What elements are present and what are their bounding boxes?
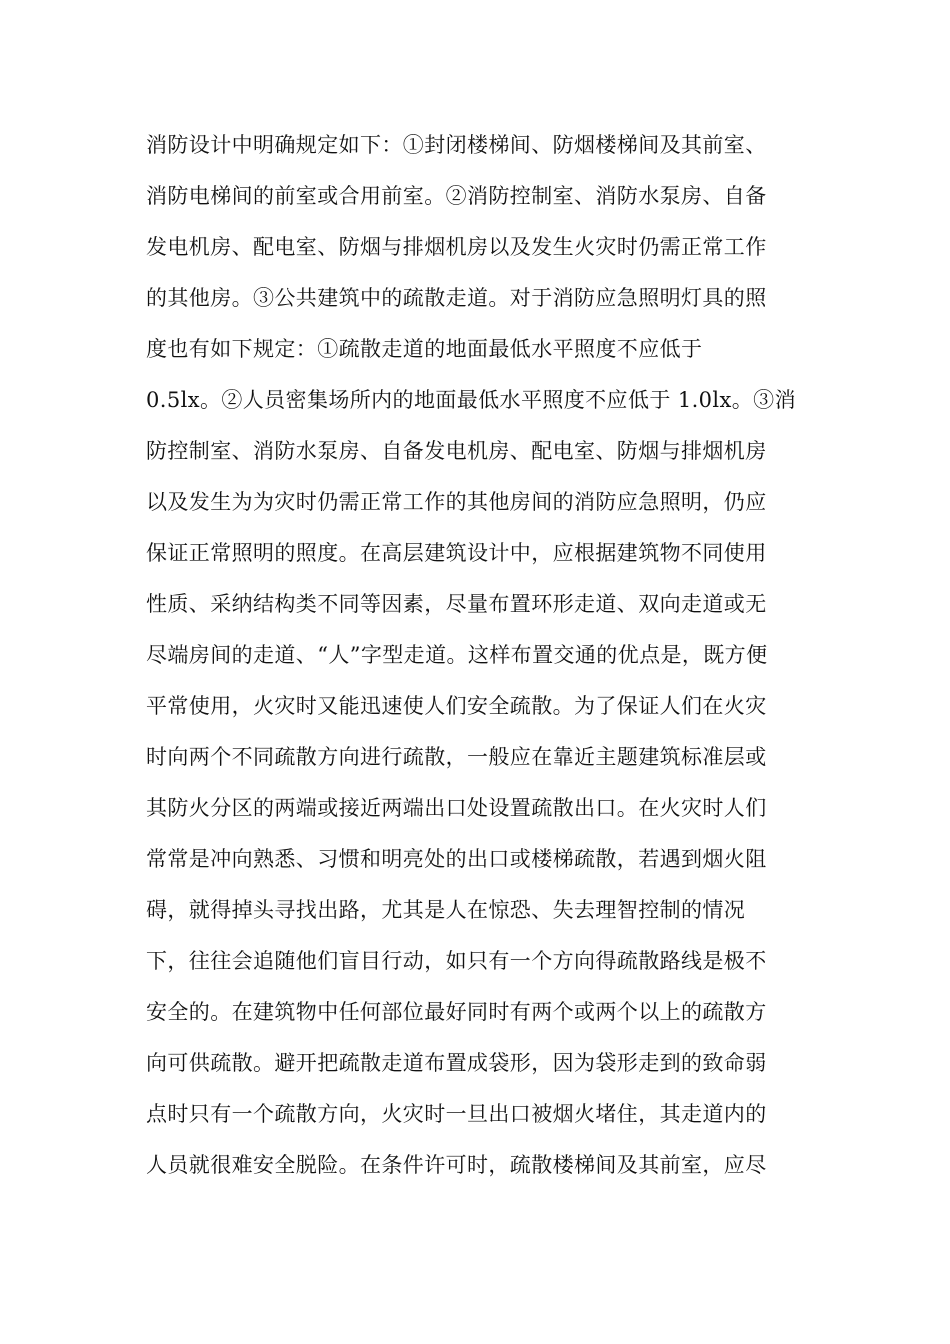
text-line: 下，往往会追随他们盲目行动，如只有一个方向得疏散路线是极不 xyxy=(146,949,767,973)
text-line: 保证正常照明的照度。在高层建筑设计中，应根据建筑物不同使用 xyxy=(146,541,767,565)
text-line: 度也有如下规定：①疏散走道的地面最低水平照度不应低于 xyxy=(146,337,703,361)
text-line: 常常是冲向熟悉、习惯和明亮处的出口或楼梯疏散，若遇到烟火阻 xyxy=(146,847,767,871)
text-line: 性质、采纳结构类不同等因素，尽量布置环形走道、双向走道或无 xyxy=(146,592,767,616)
text-line: 时向两个不同疏散方向进行疏散，一般应在靠近主题建筑标准层或 xyxy=(146,745,767,769)
text-line: 向可供疏散。避开把疏散走道布置成袋形，因为袋形走到的致命弱 xyxy=(146,1051,767,1075)
text-line: 0.5lx。②人员密集场所内的地面最低水平照度不应低于 1.0lx。③消 xyxy=(146,388,796,412)
text-line: 安全的。在建筑物中任何部位最好同时有两个或两个以上的疏散方 xyxy=(146,1000,767,1024)
text-line: 人员就很难安全脱险。在条件许可时，疏散楼梯间及其前室，应尽 xyxy=(146,1153,767,1177)
text-line: 以及发生为为灾时仍需正常工作的其他房间的消防应急照明，仍应 xyxy=(146,490,767,514)
text-line: 消防电梯间的前室或合用前室。②消防控制室、消防水泵房、自备 xyxy=(146,184,767,208)
text-line: 消防设计中明确规定如下：①封闭楼梯间、防烟楼梯间及其前室、 xyxy=(146,133,767,157)
text-line: 发电机房、配电室、防烟与排烟机房以及发生火灾时仍需正常工作 xyxy=(146,235,767,259)
text-line: 平常使用，火灾时又能迅速使人们安全疏散。为了保证人们在火灾 xyxy=(146,694,767,718)
text-line: 的其他房。③公共建筑中的疏散走道。对于消防应急照明灯具的照 xyxy=(146,286,767,310)
text-line: 其防火分区的两端或接近两端出口处设置疏散出口。在火灾时人们 xyxy=(146,796,767,820)
text-line: 碍，就得掉头寻找出路，尤其是人在惊恐、失去理智控制的情况 xyxy=(146,898,746,922)
text-line: 防控制室、消防水泵房、自备发电机房、配电室、防烟与排烟机房 xyxy=(146,439,767,463)
text-line: 尽端房间的走道、“人”字型走道。这样布置交通的优点是，既方便 xyxy=(146,643,768,667)
text-line: 点时只有一个疏散方向，火灾时一旦出口被烟火堵住，其走道内的 xyxy=(146,1102,767,1126)
body-text xyxy=(146,120,806,1191)
